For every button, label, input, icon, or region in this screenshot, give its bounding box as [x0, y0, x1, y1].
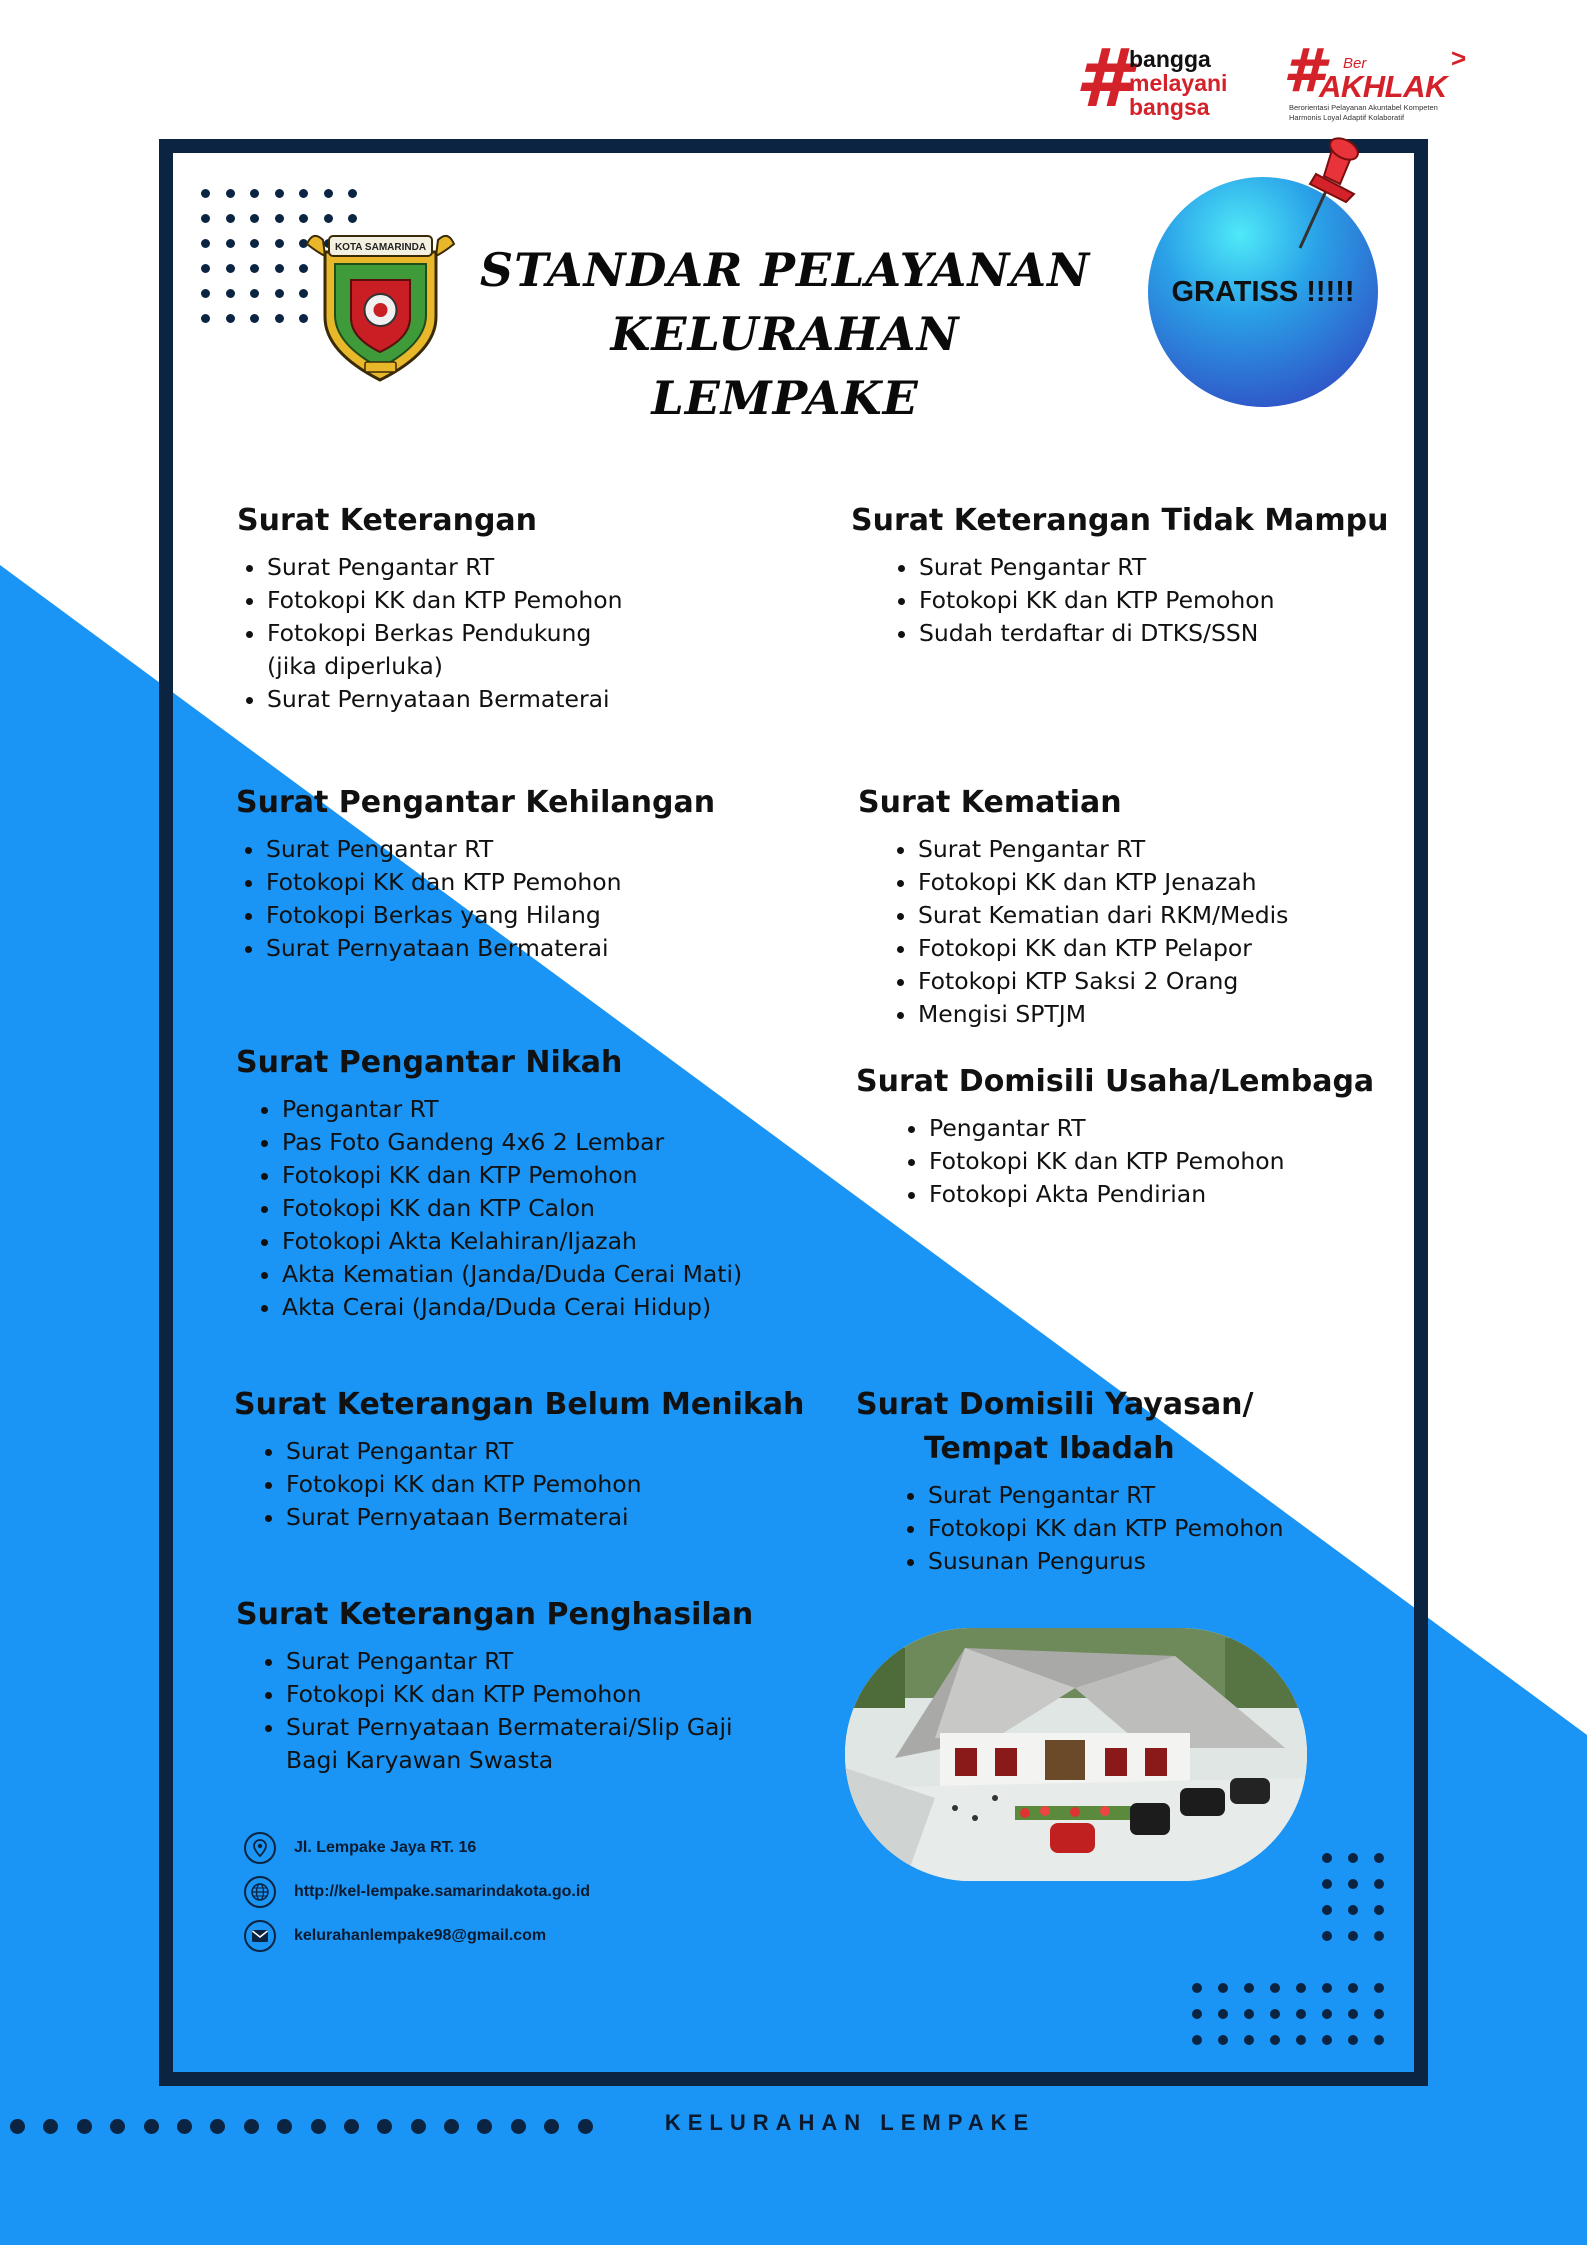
requirements-list: [856, 1479, 1396, 1578]
list-item: • Fotokopi KK dan KTP Pemohon: [929, 1145, 1396, 1178]
list-item-continuation: (jika diperluka): [267, 652, 443, 680]
requirements-list: [237, 551, 797, 716]
list-item: • Fotokopi Akta Kelahiran/Ijazah: [282, 1225, 816, 1258]
akhlak-text: AKHLAK: [1319, 69, 1447, 104]
location-pin-icon: [244, 1832, 276, 1864]
list-item: • Sudah terdaftar di DTKS/SSN: [919, 617, 1411, 650]
section-surat-keterangan-belum-menikah: [234, 1383, 814, 1534]
list-item: • Fotokopi KK dan KTP Pelapor: [918, 932, 1398, 965]
section-title: Surat Keterangan: [237, 503, 538, 538]
list-item: • Fotokopi KK dan KTP Pemohon: [928, 1512, 1396, 1545]
hash-icon: #: [1283, 36, 1325, 106]
section-surat-pengantar-kehilangan: [236, 781, 796, 965]
list-item: • Fotokopi KK dan KTP Pemohon: [286, 1468, 814, 1501]
contact-address: [244, 1830, 476, 1866]
address-text: Jl. Lempake Jaya RT. 16: [294, 1839, 477, 1856]
list-item: • Fotokopi Akta Pendirian: [929, 1178, 1396, 1211]
list-item: • Fotokopi KK dan KTP Pemohon: [266, 866, 796, 899]
requirements-list: [858, 833, 1398, 1031]
email-link[interactable]: kelurahanlempake98@gmail.com: [294, 1927, 547, 1944]
push-pin-icon: [1296, 136, 1368, 251]
kota-samarinda-emblem: [303, 222, 458, 384]
section-title: Surat Keterangan Penghasilan: [236, 1597, 754, 1632]
section-title: Surat Keterangan Tidak Mampu: [851, 503, 1389, 538]
page-title: [470, 238, 1100, 430]
list-item: • Surat Pengantar RT: [919, 551, 1411, 584]
list-item: • Pengantar RT: [282, 1093, 816, 1126]
list-item: • Fotokopi KTP Saksi 2 Orang: [918, 965, 1398, 998]
kantor-kelurahan-photo: [845, 1628, 1307, 1881]
section-title-line-1: Surat Domisili Yayasan/: [856, 1387, 1254, 1422]
list-item: • Fotokopi KK dan KTP Jenazah: [918, 866, 1398, 899]
list-item: • Surat Pengantar RT: [928, 1479, 1396, 1512]
bangga-text: bangga: [1129, 46, 1211, 72]
list-item-continuation: Bagi Karyawan Swasta: [286, 1746, 554, 1774]
contact-email[interactable]: [244, 1918, 546, 1954]
section-title: Surat Domisili Usaha/Lembaga: [856, 1064, 1375, 1099]
section-surat-kematian: [858, 781, 1398, 1031]
list-item: • Surat Pernyataan Bermaterai/Slip Gaji: [286, 1711, 816, 1744]
section-title: Surat Pengantar Kehilangan: [236, 785, 716, 820]
list-item: • Pas Foto Gandeng 4x6 2 Lembar: [282, 1126, 816, 1159]
bangga-melayani-bangsa-logo: [1075, 32, 1245, 125]
section-title: Surat Kematian: [858, 785, 1122, 820]
list-item: • Mengisi SPTJM: [918, 998, 1398, 1031]
requirements-list: [851, 551, 1411, 650]
list-item: • Surat Kematian dari RKM/Medis: [918, 899, 1398, 932]
list-item: • Fotokopi KK dan KTP Pemohon: [267, 584, 797, 617]
dot-grid-decoration: [1322, 1853, 1384, 1941]
title-line-1: STANDAR PELAYANAN: [479, 243, 1091, 297]
section-surat-keterangan-penghasilan: [236, 1593, 816, 1777]
akhlak-subtitle-1: Berorientasi Pelayanan Akuntabel Kompeten: [1289, 103, 1438, 112]
dot-grid-decoration: [1192, 1983, 1384, 2045]
hash-icon: #: [1075, 32, 1131, 125]
section-title-line-2: Tempat Ibadah: [924, 1431, 1175, 1466]
requirements-list: [236, 1093, 816, 1324]
melayani-text: melayani: [1129, 70, 1228, 96]
list-item: • Surat Pengantar RT: [918, 833, 1398, 866]
list-item: • Surat Pengantar RT: [266, 833, 796, 866]
list-item: • Fotokopi KK dan KTP Pemohon: [286, 1678, 816, 1711]
requirements-list: [236, 833, 796, 965]
list-item: • Fotokopi Berkas Pendukung: [267, 617, 797, 650]
list-item: • Surat Pernyataan Bermaterai: [267, 683, 797, 716]
globe-icon: [244, 1876, 276, 1908]
section-title: Surat Pengantar Nikah: [236, 1045, 623, 1080]
list-item: • Surat Pengantar RT: [286, 1435, 814, 1468]
list-item: • Surat Pengantar RT: [267, 551, 797, 584]
list-item: • Surat Pernyataan Bermaterai: [266, 932, 796, 965]
list-item: • Surat Pernyataan Bermaterai: [286, 1501, 814, 1534]
list-item: • Fotokopi KK dan KTP Pemohon: [282, 1159, 816, 1192]
list-item: • Pengantar RT: [929, 1112, 1396, 1145]
footer-dot-line: [10, 2119, 593, 2134]
section-surat-keterangan: [237, 499, 797, 716]
berakhlak-logo: [1283, 36, 1483, 125]
requirements-list: [234, 1435, 814, 1534]
ber-text: Ber: [1343, 55, 1367, 72]
list-item: • Akta Cerai (Janda/Duda Cerai Hidup): [282, 1291, 816, 1324]
bangsa-text: bangsa: [1129, 94, 1210, 120]
akhlak-subtitle-2: Harmonis Loyal Adaptif Kolaboratif: [1289, 113, 1405, 122]
envelope-icon: [244, 1920, 276, 1952]
contact-website[interactable]: [244, 1874, 590, 1910]
list-item: • Akta Kematian (Janda/Duda Cerai Mati): [282, 1258, 816, 1291]
website-link[interactable]: http://kel-lempake.samarindakota.go.id: [294, 1883, 591, 1900]
list-item: • Fotokopi KK dan KTP Calon: [282, 1192, 816, 1225]
list-item: • Surat Pengantar RT: [286, 1645, 816, 1678]
footer-title: KELURAHAN LEMPAKE: [664, 2110, 1036, 2135]
gratis-label: GRATISS !!!!!: [1171, 275, 1355, 308]
section-surat-domisili-usaha: [856, 1060, 1396, 1211]
list-item: • Fotokopi Berkas yang Hilang: [266, 899, 796, 932]
list-item: • Fotokopi KK dan KTP Pemohon: [919, 584, 1411, 617]
list-item: • Susunan Pengurus: [928, 1545, 1396, 1578]
emblem-label: KOTA SAMARINDA: [334, 242, 427, 253]
arrow-icon: >: [1451, 43, 1467, 73]
section-title: Surat Keterangan Belum Menikah: [234, 1387, 805, 1422]
requirements-list: [856, 1112, 1396, 1211]
section-surat-domisili-yayasan: [856, 1383, 1396, 1578]
section-surat-keterangan-tidak-mampu: [851, 499, 1411, 650]
requirements-list: [236, 1645, 816, 1777]
title-line-2: KELURAHAN LEMPAKE: [610, 307, 960, 425]
section-surat-pengantar-nikah: [236, 1041, 816, 1324]
